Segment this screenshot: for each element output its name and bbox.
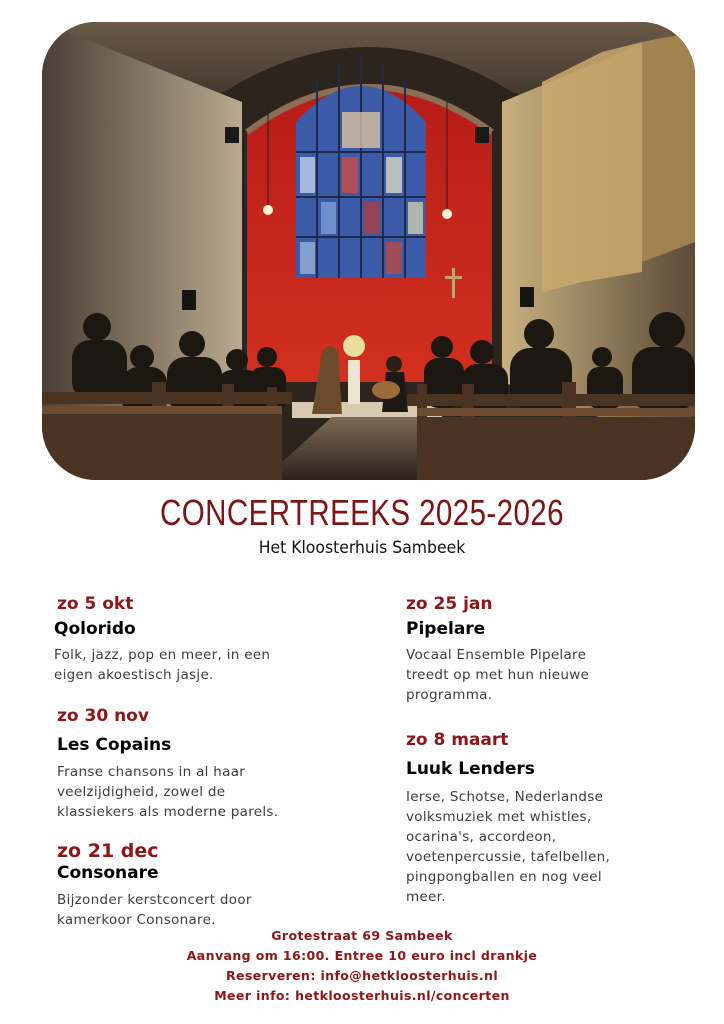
event-desc-line: treedt op met hun nieuwe	[406, 667, 590, 683]
event-qolorido-desc	[54, 645, 270, 685]
event-pipelare-name	[406, 619, 485, 639]
event-desc-line: Folk, jazz, pop en meer, in een	[54, 647, 271, 663]
event-luuk-lenders-name	[406, 759, 535, 779]
event-date: zo 5 okt	[57, 594, 134, 614]
event-consonare-desc	[57, 890, 252, 930]
event-qolorido-name	[54, 619, 136, 639]
event-consonare	[57, 840, 159, 862]
event-desc-line: voetenpercussie, tafelbellen,	[406, 849, 611, 865]
event-consonare-name	[57, 863, 159, 883]
event-luuk-lenders	[406, 730, 508, 750]
event-pipelare-desc	[406, 645, 589, 705]
church-concert-photo	[42, 22, 695, 480]
event-les-copains-desc	[57, 762, 278, 822]
event-desc-line: programma.	[406, 687, 493, 703]
event-desc-line: volksmuziek met whistles,	[406, 809, 592, 825]
address-line: Grotestraat 69 Sambeek	[271, 928, 453, 943]
event-les-copains	[57, 706, 149, 726]
event-les-copains-name	[57, 735, 171, 755]
event-date: zo 25 jan	[406, 594, 493, 614]
footer-info	[0, 926, 724, 1006]
event-name: Consonare	[57, 863, 159, 883]
event-desc-line: veelzijdigheid, zowel de	[57, 784, 226, 800]
event-desc-line: Franse chansons in al haar	[57, 764, 246, 780]
event-name: Pipelare	[406, 619, 486, 639]
event-desc-line: Ierse, Schotse, Nederlandse	[406, 789, 604, 805]
event-date: zo 21 dec	[57, 840, 159, 862]
event-desc-line: pingpongballen en nog veel	[406, 869, 602, 885]
event-date: zo 8 maart	[406, 730, 509, 750]
event-desc-line: ocarina's, accordeon,	[406, 829, 557, 845]
info-line: Meer info: hetkloosterhuis.nl/concerten	[214, 988, 510, 1003]
event-pipelare	[406, 594, 492, 614]
event-desc-line: meer.	[406, 889, 446, 905]
event-qolorido	[57, 594, 133, 614]
event-desc-line: Vocaal Ensemble Pipelare	[406, 647, 587, 663]
event-luuk-lenders-desc	[406, 787, 610, 907]
event-name: Luuk Lenders	[406, 759, 535, 779]
event-date: zo 30 nov	[57, 706, 149, 726]
page-title: CONCERTREEKS 2025-2026	[160, 492, 564, 533]
event-name: Les Copains	[57, 735, 172, 755]
event-desc-line: Bijzonder kerstconcert door	[57, 892, 252, 908]
event-desc-line: eigen akoestisch jasje.	[54, 667, 214, 683]
event-desc-line: kamerkoor Consonare.	[57, 912, 216, 928]
venue-subtitle: Het Kloosterhuis Sambeek	[258, 538, 466, 558]
time-line: Aanvang om 16:00. Entree 10 euro incl drankje	[186, 948, 538, 963]
event-name: Qolorido	[54, 619, 136, 639]
event-desc-line: klassiekers als moderne parels.	[57, 804, 279, 820]
reserve-line: Reserveren: info@hetkloosterhuis.nl	[225, 968, 499, 983]
